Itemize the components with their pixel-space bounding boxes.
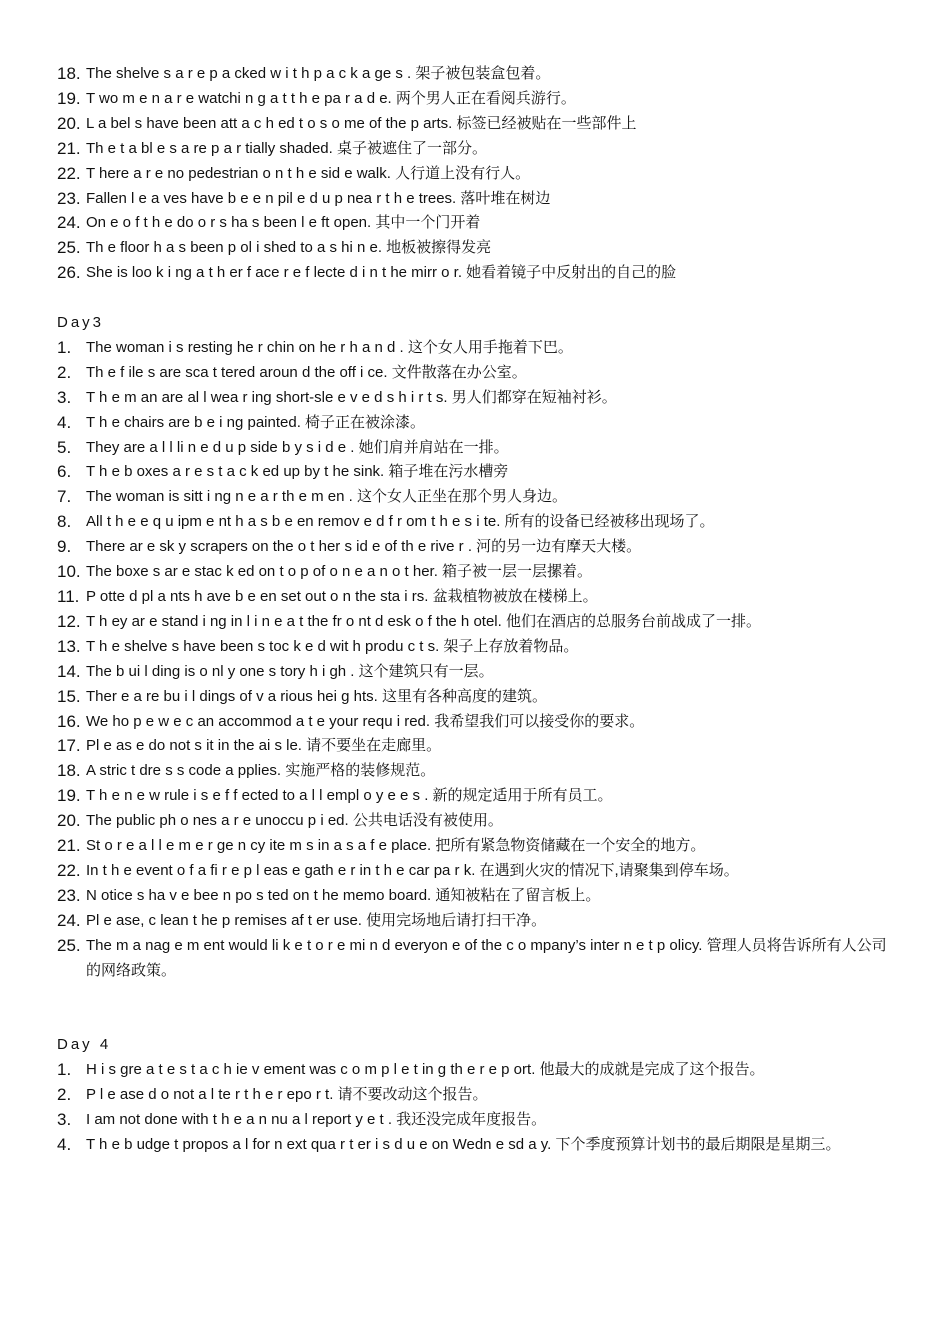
list-item [0,62,950,87]
list-item [0,1108,950,1133]
item-number: 6. [57,462,72,482]
item-sentence: T h e m an are al l wea r ing short-sle e v e d s h i r t s. 男人们都穿在短袖衬衫。 [86,388,617,406]
list-item [0,436,950,461]
item-number: 15. [57,686,81,706]
item-number: 3. [57,1110,72,1130]
day3-heading: Day3 [57,314,105,332]
item-number: 13. [57,636,81,656]
list-item [0,211,950,236]
item-number: 24. [57,910,81,930]
list-item [0,1058,950,1083]
list-item [0,710,950,735]
item-number: 20. [57,811,81,831]
document-page [0,62,950,1158]
item-sentence: All t h e e q u ipm e nt h a s b e en remov e d f r om t h e s i te. 所有的设备已经被移出现场了。 [86,513,715,531]
item-number: 8. [57,512,72,532]
list-item [0,411,950,436]
item-number: 19. [57,88,81,108]
list-item [0,162,950,187]
item-number: 18. [57,761,81,781]
day3-list [0,336,950,984]
item-number: 21. [57,138,81,158]
item-number: 23. [57,885,81,905]
item-sentence: They are a l l li n e d u p side b y s i d e . 她们肩并肩站在一排。 [86,438,509,456]
item-sentence: The m a nag e m ent would li k e t o r e mi n d everyon e of the c o mpany’s inter n e t p olicy. 管理人员将告诉所有人公司的网络政策。 [86,936,887,979]
item-sentence: Th e f ile s are sca t tered aroun d the off i ce. 文件散落在办公室。 [86,363,527,381]
list-item [0,535,950,560]
item-sentence: The b ui l ding is o nl y one s tory h i gh . 这个建筑只有一层。 [86,662,494,680]
list-item [0,834,950,859]
item-sentence: Th e floor h a s been p ol i shed to a s hi n e. 地板被擦得发亮 [86,239,492,257]
item-sentence: N otice s ha v e bee n po s ted on t he memo board. 通知被粘在了留言板上。 [86,886,601,904]
item-number: 20. [57,113,81,133]
list-item [0,361,950,386]
item-sentence: L a bel s have been att a c h ed t o s o me of the p arts. 标签已经被贴在一些部件上 [86,114,637,132]
item-sentence: The woman i s resting he r chin on he r h a n d . 这个女人用手拖着下巴。 [86,338,573,356]
list-item [0,1083,950,1108]
item-number: 2. [57,1085,72,1105]
list-item [0,784,950,809]
item-number: 7. [57,487,72,507]
list-item [0,660,950,685]
list-item [0,859,950,884]
item-number: 4. [57,1134,72,1154]
item-number: 14. [57,661,81,681]
item-sentence: Pl e as e do not s it in the ai s le. 请不要坐在走廊里。 [86,737,442,755]
item-sentence: T h e shelve s have been s toc k e d wit h produ c t s. 架子上存放着物品。 [86,637,579,655]
list-item [0,560,950,585]
item-sentence: Th e t a bl e s a re p a r tially shaded. 桌子被遮住了一部分。 [86,139,487,157]
item-sentence: We ho p e w e c an accommod a t e your requ i red. 我希望我们可以接受你的要求。 [86,712,645,730]
item-sentence: I am not done with t h e a n nu a l report y e t . 我还没完成年度报告。 [86,1111,547,1129]
item-number: 1. [57,337,72,357]
item-sentence: In t h e event o f a fi r e p l eas e gath e r in t h e car pa r k. 在遇到火灾的情况下,请聚集到停车场。 [86,861,739,879]
day4-list [0,1058,950,1158]
list-item [0,236,950,261]
item-number: 22. [57,163,81,183]
list-item [0,112,950,137]
item-number: 26. [57,263,81,283]
item-sentence: Fallen l e a ves have b e e n pil e d u p nea r t h e trees. 落叶堆在树边 [86,189,551,207]
item-sentence: T h e b udge t propos a l for n ext qua r t er i s d u e on Wedn e sd a y. 下个季度预算计划书的最后期限是星期三。 [86,1135,841,1153]
list-item [0,336,950,361]
item-sentence: P l e ase d o not a l te r t h e r epo r t. 请不要改动这个报告。 [86,1086,488,1104]
list-item [0,685,950,710]
list-item [0,386,950,411]
item-number: 24. [57,213,81,233]
list-item [0,809,950,834]
item-number: 10. [57,562,81,582]
item-number: 3. [57,387,72,407]
list-item [0,884,950,909]
item-number: 25. [57,935,81,955]
list-item [0,485,950,510]
list-item [0,934,950,984]
item-sentence: T h e n e w rule i s e f f ected to a l l empl o y e e s . 新的规定适用于所有员工。 [86,787,613,805]
item-sentence: The woman is sitt i ng n e a r th e m en . 这个女人正坐在那个男人身边。 [86,488,567,506]
list-item [0,610,950,635]
item-number: 18. [57,64,81,83]
item-number: 4. [57,412,72,432]
list-item [0,734,950,759]
item-number: 12. [57,611,81,631]
item-sentence: On e o f t h e do o r s ha s been l e ft open. 其中一个门开着 [86,214,481,232]
item-sentence: The boxe s ar e stac k ed on t o p of o n e a n o t her. 箱子被一层一层摞着。 [86,563,593,581]
item-sentence: Ther e a re bu i l dings of v a rious hei g hts. 这里有各种高度的建筑。 [86,687,547,705]
list-item [0,510,950,535]
item-number: 19. [57,786,81,806]
item-sentence: There ar e sk y scrapers on the o t her s id e of th e rive r . 河的另一边有摩天大楼。 [86,538,642,556]
list-item [0,137,950,162]
list-item [0,187,950,212]
item-number: 17. [57,736,81,756]
item-number: 23. [57,188,81,208]
list-item [0,585,950,610]
item-number: 16. [57,711,81,731]
item-sentence: St o r e a l l e m e r ge n cy ite m s in a s a f e place. 把所有紧急物资储藏在一个安全的地方。 [86,837,706,855]
item-number: 25. [57,238,81,258]
item-sentence: T here a r e no pedestrian o n t h e sid e walk. 人行道上没有行人。 [86,164,531,182]
item-sentence: H i s gre a t e s t a c h ie v ement was c o m p l e t in g th e r e p ort. 他最大的成就是完成了这个报告。 [86,1061,765,1079]
item-sentence: T h ey ar e stand i ng in l i n e a t the fr o nt d esk o f the h otel. 他们在酒店的总服务台前战成了一排。 [86,612,761,630]
item-number: 5. [57,437,72,457]
list-item [0,460,950,485]
list-item [0,635,950,660]
list-item [0,87,950,112]
item-number: 22. [57,860,81,880]
item-sentence: The shelve s a r e p a cked w i t h p a c k a ge s . 架子被包装盒包着。 [86,65,551,82]
item-number: 21. [57,836,81,856]
item-sentence: The public ph o nes a r e unoccu p i ed. 公共电话没有被使用。 [86,812,503,830]
item-sentence: P otte d pl a nts h ave b e en set out o n the sta i rs. 盆栽植物被放在楼梯上。 [86,588,598,606]
list-item [0,759,950,784]
list-item [0,1133,950,1158]
day2-list [0,62,950,286]
item-sentence: Pl e ase, c lean t he p remises af t er use. 使用完场地后请打扫干净。 [86,911,547,929]
item-sentence: She is loo k i ng a t h er f ace r e f lecte d i n t he mirr o r. 她看着镜子中反射出的自己的脸 [86,264,677,282]
item-number: 2. [57,362,72,382]
item-sentence: A stric t dre s s code a pplies. 实施严格的装修规范。 [86,762,436,780]
item-sentence: T h e chairs are b e i ng painted. 椅子正在被涂漆。 [86,413,426,431]
day4-heading: Day 4 [57,1036,112,1054]
list-item [0,261,950,286]
item-sentence: T h e b oxes a r e s t a c k ed up by t he sink. 箱子堆在污水槽旁 [86,463,509,481]
list-item [0,909,950,934]
item-number: 1. [57,1060,72,1080]
item-number: 11. [57,587,80,607]
item-number: 9. [57,537,72,557]
item-sentence: T wo m e n a r e watchi n g a t t h e pa r a d e. 两个男人正在看阅兵游行。 [86,89,576,107]
